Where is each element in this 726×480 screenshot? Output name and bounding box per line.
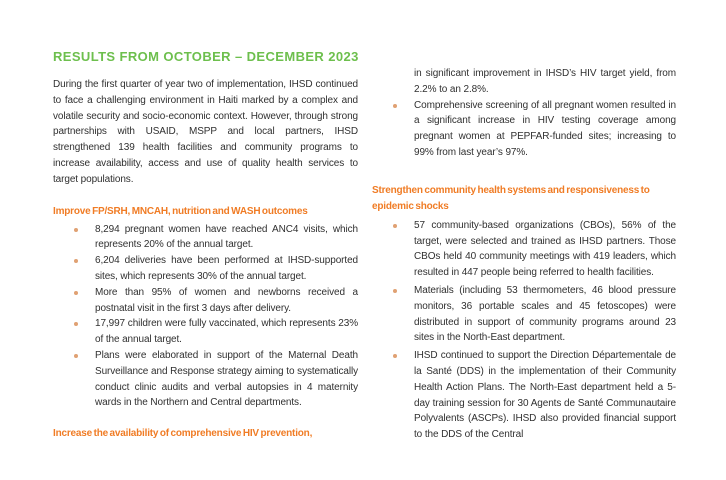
fp-srh-bullet-list	[53, 222, 358, 412]
community-bullet-list	[372, 218, 676, 443]
list-item	[372, 98, 676, 161]
list-item	[53, 316, 358, 348]
list-item-text: Plans were elaborated in support of the Maternal Death Surveillance and Response strategy aiming to systematically conduct clinic audits and verbal autopsies in 4 maternity wards in the Northern and Central departments.	[95, 349, 358, 409]
list-item	[372, 283, 676, 346]
results-heading: RESULTS FROM OCTOBER – DECEMBER 2023	[53, 49, 359, 64]
list-item-text: Materials (including 53 thermometers, 46 blood pressure monitors, 36 portable scales and 45 fetoscopes) were distributed in support of community programs around 23 sites in the North-East department.	[414, 284, 676, 344]
bullet-icon	[393, 224, 397, 228]
section-heading-hiv: Increase the availability of comprehensive HIV prevention,	[53, 428, 313, 440]
bullet-icon	[74, 322, 78, 326]
bullet-icon	[393, 354, 397, 358]
bullet-icon	[74, 291, 78, 295]
bullet-icon	[74, 259, 78, 263]
list-item-text: 8,294 pregnant women have reached ANC4 visits, which represents 20% of the annual target.	[95, 223, 358, 251]
list-item-text: 17,997 children were fully vaccinated, which represents 23% of the annual target.	[95, 318, 358, 346]
section-heading-community: Strengthen community health systems and responsiveness to epidemic shocks	[372, 184, 650, 213]
right-column	[372, 66, 676, 445]
list-item	[372, 218, 676, 281]
list-item	[372, 348, 676, 443]
list-item	[53, 253, 358, 285]
section-heading-fp-srh: Improve FP/SRH, MNCAH, nutrition and WASH outcomes	[53, 205, 308, 217]
list-item	[53, 285, 358, 317]
left-column	[53, 48, 358, 442]
hiv-bullet-list	[372, 98, 676, 161]
bullet-icon	[74, 354, 78, 358]
bullet-icon	[74, 228, 78, 232]
intro-paragraph: During the first quarter of year two of implementation, IHSD continued to face a challenging environment in Haiti marked by a complex and volatile security and socio-economic context. However, through strong partnerships with USAID, MSPP and local partners, IHSD strengthened 139 health facilities and community programs to increase availability, access and use of quality health services to target populations.	[53, 79, 358, 185]
list-item-text: 57 community-based organizations (CBOs), 56% of the target, were selected and trained as IHSD partners. Those CBOs held 40 community meetings with 419 leaders, which resulted in 447 people being referred to health facilities.	[414, 219, 676, 279]
list-item-text: More than 95% of women and newborns received a postnatal visit in the first 3 days after delivery.	[95, 286, 358, 314]
bullet-icon	[393, 289, 397, 293]
continuation-text: in significant improvement in IHSD’s HIV target yield, from 2.2% to an 2.8%.	[414, 68, 676, 95]
list-item-text: Comprehensive screening of all pregnant women resulted in a significant increase in HIV testing coverage among pregnant women at PEPFAR-funded sites; increasing to 99% from last year’s 97%.	[414, 99, 676, 158]
list-item-text: IHSD continued to support the Direction Départementale de la Santé (DDS) in the implementation of their Community Health Action Plans. The North-East department held a 5-day training session for 30 Agents de Santé Communautaire Polyvalents (ASCPs). IHSD also provided financial support to the DDS of the Central	[414, 350, 676, 441]
bullet-icon	[393, 104, 397, 108]
list-item	[53, 348, 358, 411]
list-item	[53, 222, 358, 254]
list-item-text: 6,204 deliveries have been performed at IHSD-supported sites, which represents 30% of the annual target.	[95, 255, 358, 282]
